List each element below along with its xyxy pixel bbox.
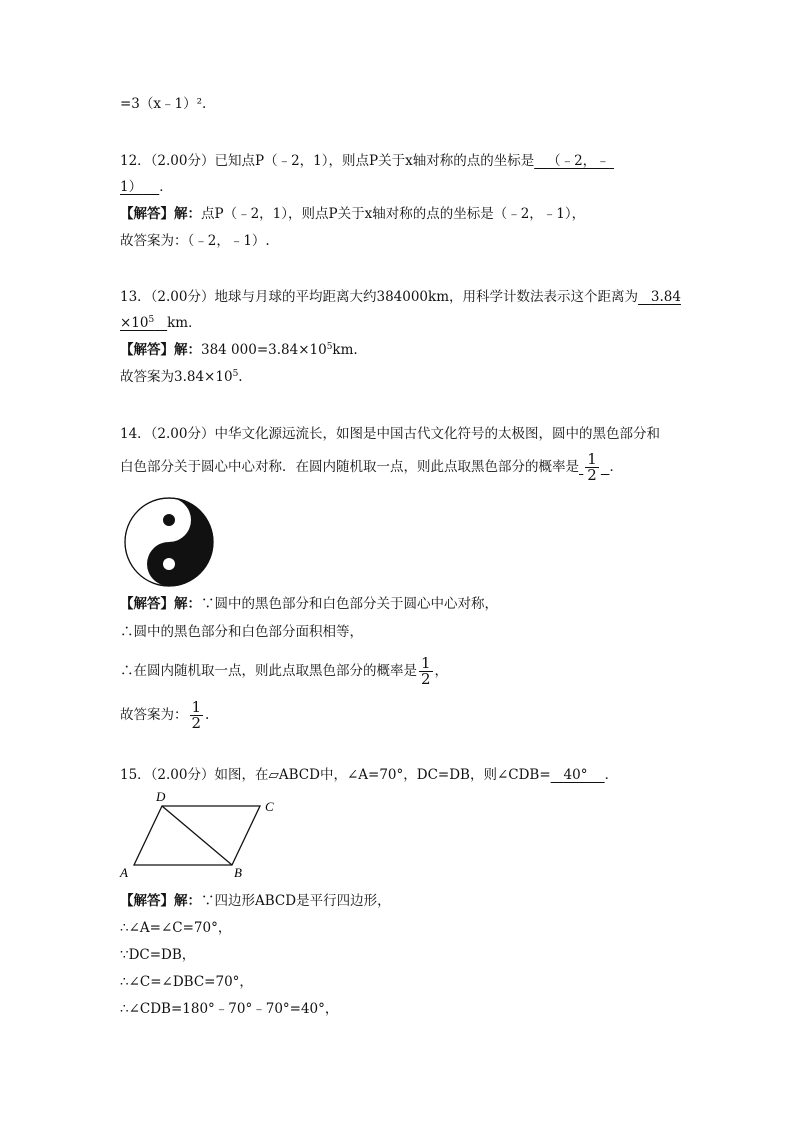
q14-answer-fraction: $\frac{1}{2}$ [587,450,597,484]
q12-stem: 12．（2.00分）已知点P（﹣2，1），则点P关于x轴对称的点的坐标是 （﹣2，﹣ [120,151,614,171]
vertex-label-b: B [234,865,242,880]
q13-answer-part2: $\times 10^5$ [120,315,155,331]
q12-answer-part1: （﹣2，﹣ [547,153,610,169]
q12-final-answer: 故答案为：（﹣2，﹣1）. [120,233,270,249]
q12-stem-cont: 1） ． [120,179,173,195]
q14-stem-line2: 白色部分关于圆心中心对称．在圆内随机取一点，则此点取黑色部分的概率是 $\frac{1}{2}$ ． [120,450,623,484]
vertex-label-d: D [156,789,166,804]
q13-answer-part1: 3.84 [650,289,681,305]
q13-stem: 13．（2.00分）地球与月球的平均距离大约384000km，用科学计数法表示这个距离为 3.84 [120,289,681,305]
q15-solution-3: ∵DC=DB， [120,947,196,963]
q14-final-answer: 故答案为： $\frac{1}{2}$ . [120,698,210,732]
q14-answer [579,450,609,484]
vertex-label-a: A [120,865,128,880]
q15-solution-1: 【解答】解：∵四边形ABCD是平行四边形， [120,893,391,909]
q13-final-answer: 故答案为$3.84\times 10^5$. [120,369,243,385]
parallelogram-figure [116,788,286,882]
diagonal-db [162,806,232,865]
q12-answer-part2: 1） [120,179,143,195]
q15-solution-5: ∴∠CDB=180°﹣70°﹣70°=40°， [120,1001,339,1017]
q13-stem-cont: $\times 10^5$ km． [120,315,202,331]
q13-solution: 【解答】解：384 $000=3.84\times 10^5km$. [120,342,358,358]
q14-solution-2: ∴圆中的黑色部分和白色部分面积相等， [120,624,363,640]
q14-stem-line1: 14．（2.00分）中华文化源远流长，如图是中国古代文化符号的太极图，圆中的黑色部分和 [120,426,660,442]
q15-answer: 40° [563,767,588,783]
q15-stem: 15．（2.00分）如图，在▱ABCD中，∠A=70°，DC=DB，则∠CDB= 40° ． [120,767,619,783]
expression-line: =3（x﹣1）². [120,96,207,112]
q12-solution: 【解答】解：点P（﹣2，1），则点P关于x轴对称的点的坐标是（﹣2，﹣1）， [120,206,586,222]
taiji-figure [123,496,215,588]
q14-solution-fraction: $\frac{1}{2}$ [421,654,431,688]
q15-solution-2: ∴∠A=∠C=70°， [120,920,232,936]
vertex-label-c: C [265,799,274,814]
q14-solution-3: ∴在圆内随机取一点，则此点取黑色部分的概率是 $\frac{1}{2}$ ， [120,654,449,688]
q14-solution-1: 【解答】解：∵圆中的黑色部分和白色部分关于圆心中心对称， [120,596,498,612]
q14-final-fraction: $\frac{1}{2}$ [191,698,202,732]
q15-solution-4: ∴∠C=∠DBC=70°， [120,974,253,990]
